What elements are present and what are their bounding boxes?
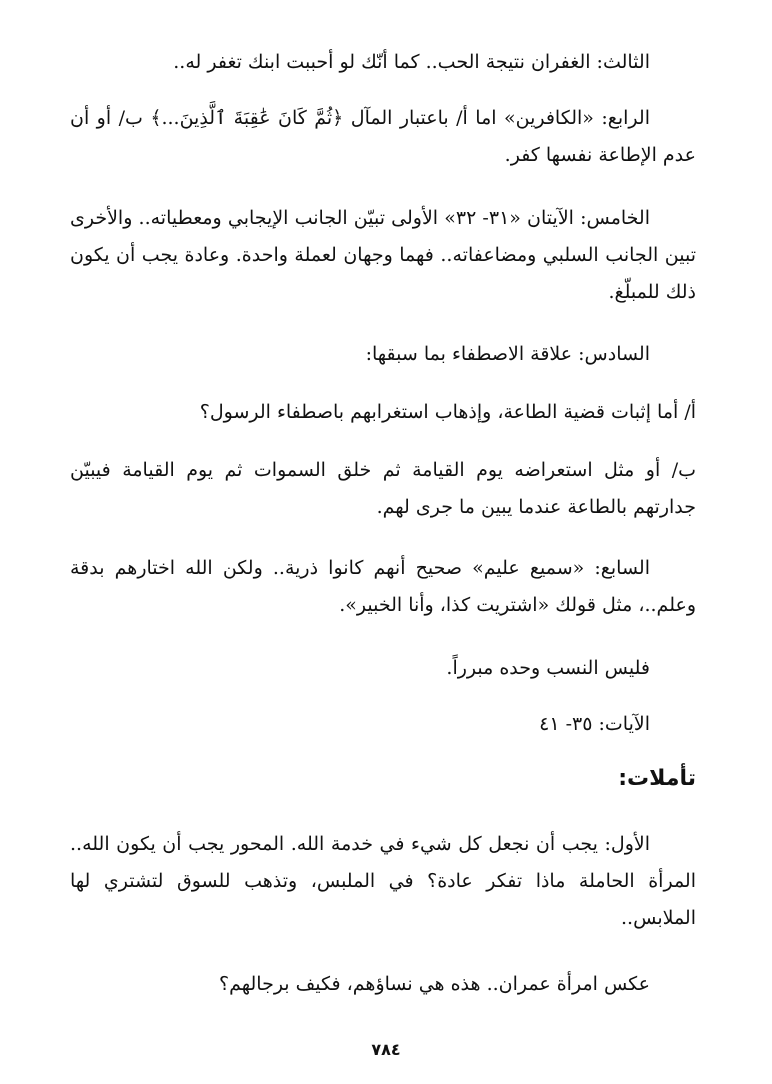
paragraph-lineage: فليس النسب وحده مبرراً.	[446, 657, 650, 679]
paragraph-sixth: السادس: علاقة الاصطفاء بما سبقها:	[365, 343, 650, 365]
paragraph-fourth: الرابع: «الكافرين» اما أ/ باعتبار المآل ﴿ثُمَّ كَانَ عَٰقِبَةَ ٱلَّذِينَ...﴾ ب/ أو أن عدم الإطاعة نفسها كفر.	[70, 107, 696, 166]
paragraph-third: الثالث: الغفران نتيجة الحب.. كما أنّك لو أحببت ابنك تغفر له..	[173, 51, 650, 73]
reflection-first: الأول: يجب أن نجعل كل شيء في خدمة الله. المحور يجب أن يكون الله.. المرأة الحاملة ماذا تفكر عادة؟ في الملبس، وتذهب للسوق لتشتري لها الملابس..	[70, 833, 696, 929]
paragraph-seventh: السابع: «سميع عليم» صحيح أنهم كانوا ذرية.. ولكن الله اختارهم بدقة وعلم..، مثل قولك «اشتريت كذا، وأنا الخبير».	[70, 557, 696, 616]
page-number: ٧٨٤	[371, 1040, 401, 1059]
section-heading: تأملات:	[618, 766, 696, 791]
paragraph-fifth: الخامس: الآيتان «٣١- ٣٢» الأولى تبيّن الجانب الإيجابي ومعطياته.. والأخرى تبين الجانب السلبي ومضاعفاته.. فهما وجهان لعملة واحدة. وعادة يجب أن يكون ذلك للمبلّغ.	[70, 207, 696, 303]
paragraph-sixth-b: ب/ أو مثل استعراضه يوم القيامة ثم خلق السموات ثم يوم القيامة فيبيّن جدارتهم بالطاعة عندما يبين ما جرى لهم.	[70, 459, 696, 518]
paragraph-sixth-a: أ/ أما إثبات قضية الطاعة، وإذهاب استغرابهم باصطفاء الرسول؟	[199, 401, 696, 423]
reflection-second: عكس امرأة عمران.. هذه هي نساؤهم، فكيف برجالهم؟	[219, 973, 650, 995]
verses-range: الآيات: ٣٥- ٤١	[539, 713, 650, 735]
